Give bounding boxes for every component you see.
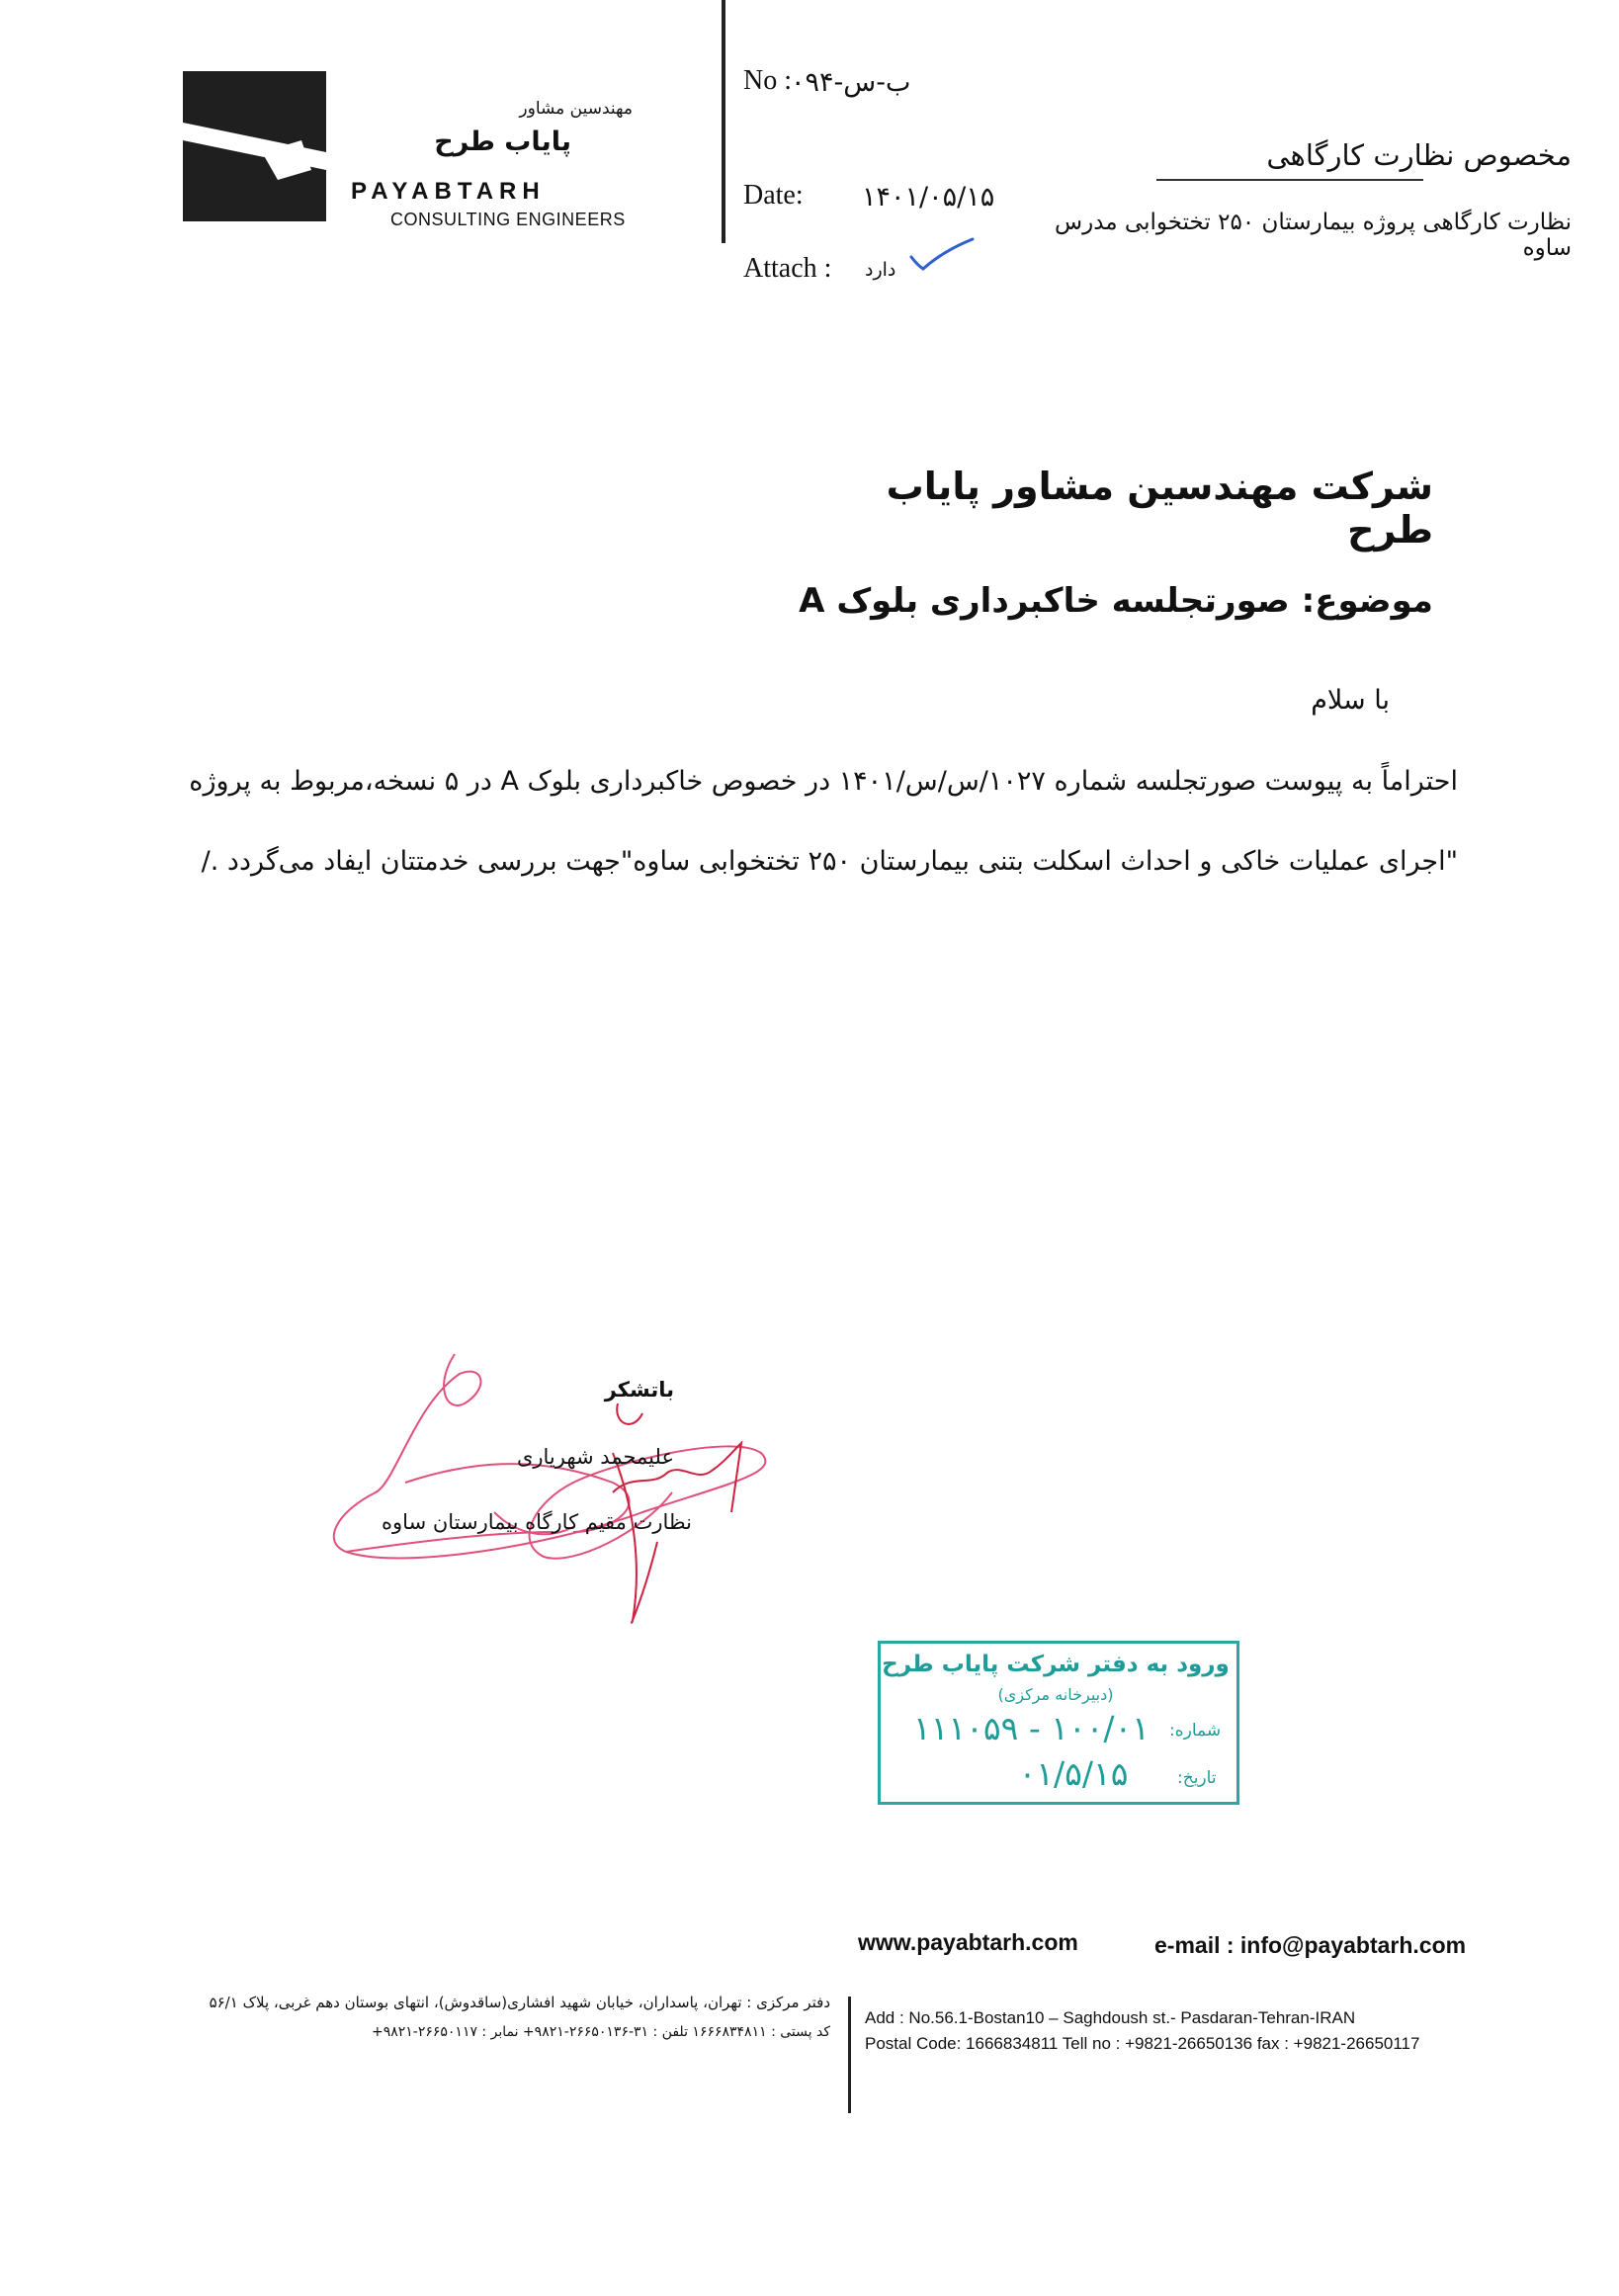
signatory-name: علیمحمد شهریاری — [516, 1445, 674, 1469]
subject-line: موضوع: صورتجلسه خاکبرداری بلوک A — [799, 581, 1433, 621]
body-paragraph-line-2: "اجرای عملیات خاکی و احداث اسکلت بتنی بیمارستان ۲۵۰ تختخوابی ساوه"جهت بررسی خدمتتان ایفاد می‌گردد ./ — [201, 846, 1458, 877]
logo-english-name: PAYABTARH — [351, 178, 546, 205]
attach-value: دارد — [865, 259, 896, 281]
stamp-date-value: ۰۱/۵/۱۵ — [1018, 1754, 1129, 1793]
logo-english-subtitle: CONSULTING ENGINEERS — [390, 210, 626, 229]
checkmark-icon — [907, 235, 977, 275]
logo-persian-subtitle: مهندسین مشاور — [519, 99, 633, 119]
footer-english-contact: Postal Code: 1666834811 Tell no : +9821-26650136 fax : +9821-26650117 — [865, 2034, 1420, 2053]
signature-closing: باتشکر — [604, 1378, 674, 1402]
footer-divider — [848, 1997, 851, 2113]
attach-label: Attach : — [743, 253, 832, 284]
footer-website: www.payabtarh.com — [858, 1929, 1078, 1955]
date-value: ۱۴۰۱/۰۵/۱۵ — [862, 182, 995, 213]
date-label: Date: — [743, 180, 804, 211]
company-heading: شرکت مهندسین مشاور پایاب طرح — [886, 465, 1433, 552]
footer-email: e-mail : info@payabtarh.com — [1154, 1932, 1467, 1958]
header-divider — [722, 0, 725, 243]
recipient-underline — [1156, 179, 1423, 181]
footer-persian-contact: کد پستی : ۱۶۶۶۸۳۴۸۱۱ تلفن : ۳۱-۲۶۶۵۰۱۳۶-۹۸۲۱+ نمابر : ۲۶۶۵۰۱۱۷-۹۸۲۱+ — [371, 2024, 830, 2040]
stamp-number-value: ۱۰۰/۰۱ - ۱۱۱۰۵۹ — [913, 1709, 1150, 1747]
stamp-title: ورود به دفتر شرکت پایاب طرح — [882, 1652, 1230, 1677]
signatory-title: نظارت مقیم کارگاه بیمارستان ساوه — [382, 1510, 692, 1534]
company-logo-mark — [183, 71, 326, 221]
footer-persian-address: دفتر مرکزی : تهران، پاسداران، خیابان شهید افشاری(ساقدوش)، انتهای بوستان دهم غربی، پلاک ۵۶/۱ — [209, 1994, 830, 2011]
receipt-stamp — [878, 1641, 1239, 1805]
greeting: با سلام — [1311, 685, 1390, 716]
letter-number-value: ب-س-۰۹۴ — [791, 67, 911, 98]
footer-english-address: Add : No.56.1-Bostan10 – Saghdoush st.- Pasdaran-Tehran-IRAN — [865, 2008, 1356, 2027]
stamp-date-label: تاریخ: — [1177, 1768, 1217, 1788]
recipient-line-2: نظارت کارگاهی پروژه بیمارستان ۲۵۰ تختخوابی مدرس ساوه — [1055, 210, 1572, 261]
stamp-subtitle: (دبیرخانه مرکزی) — [997, 1685, 1114, 1704]
recipient-line-1: مخصوص نظارت کارگاهی — [1266, 138, 1572, 172]
logo-icon — [183, 71, 326, 221]
body-paragraph-line-1: احتراماً به پیوست صورتجلسه شماره ۱۰۲۷/س/س/۱۴۰۱ در خصوص خاکبرداری بلوک A در ۵ نسخه،مربوط به پروژه — [189, 766, 1458, 797]
logo-persian-name: پایاب طرح — [434, 127, 571, 157]
stamp-number-label: شماره: — [1169, 1721, 1222, 1741]
letter-number-label: No : — [743, 65, 792, 96]
